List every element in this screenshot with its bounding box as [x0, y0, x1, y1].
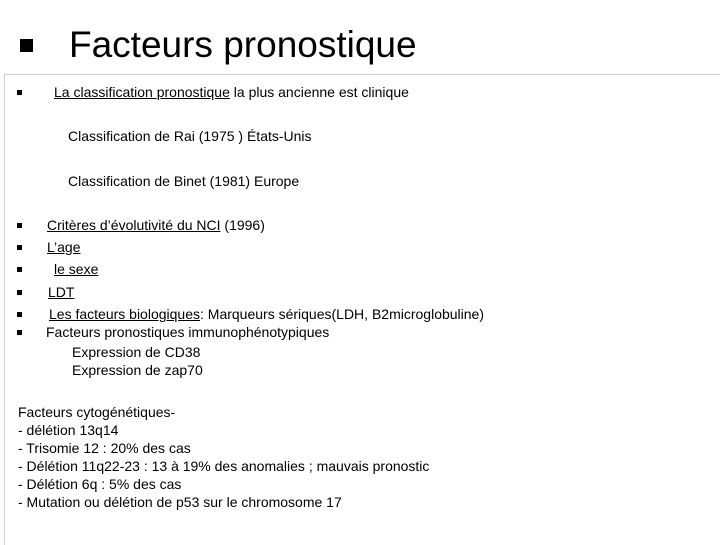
criteria-underlined: le sexe [54, 261, 99, 277]
square-bullet-icon [17, 245, 22, 250]
criteria-item [47, 217, 265, 234]
criteria-item [54, 261, 98, 278]
cytogenetics-item: - Trisomie 12 : 20% des cas [18, 440, 191, 456]
cytogenetics-item: - délétion 13q14 [18, 422, 119, 438]
criteria-item [47, 239, 80, 256]
square-bullet-icon [20, 39, 33, 52]
square-bullet-icon [17, 90, 22, 95]
intro-rest: la plus ancienne est clinique [229, 84, 409, 100]
criteria-underlined: Critères d’évolutivité du NCI [47, 217, 221, 233]
classification-line: Classification de Binet (1981) Europe [68, 173, 300, 189]
classification-line: Classification de Rai (1975 ) États-Unis [68, 128, 312, 144]
criteria-item [48, 284, 74, 301]
criteria-rest: : Marqueurs sériques(LDH, B2microglobuline) [200, 306, 485, 322]
criteria-item [46, 324, 329, 341]
square-bullet-icon [17, 223, 22, 228]
cytogenetics-item: - Délétion 6q : 5% des cas [18, 476, 182, 492]
cytogenetics-item: - Délétion 11q22-23 : 13 à 19% des anomalies ; mauvais pronostic [18, 458, 430, 474]
intro-line [54, 84, 409, 101]
criteria-underlined: L’age [47, 239, 81, 255]
expression-line: Expression de CD38 [72, 344, 201, 360]
square-bullet-icon [17, 312, 22, 317]
criteria-rest: Facteurs pronostiques immunophénotypiques [46, 324, 330, 340]
criteria-underlined: LDT [48, 284, 75, 300]
title-row [20, 20, 417, 70]
criteria-item [49, 306, 484, 323]
square-bullet-icon [17, 330, 22, 335]
criteria-rest: (1996) [220, 217, 265, 233]
slide-title: Facteurs pronostique [69, 24, 417, 65]
expression-line: Expression de zap70 [72, 362, 203, 378]
criteria-underlined: Les facteurs biologiques [49, 306, 200, 322]
square-bullet-icon [17, 290, 22, 295]
cytogenetics-block [18, 403, 429, 511]
cytogenetics-item: - Mutation ou délétion de p53 sur le chromosome 17 [18, 494, 342, 510]
square-bullet-icon [17, 267, 22, 272]
intro-underlined: La classification pronostique [54, 84, 230, 100]
cytogenetics-heading: Facteurs cytogénétiques- [18, 404, 176, 420]
